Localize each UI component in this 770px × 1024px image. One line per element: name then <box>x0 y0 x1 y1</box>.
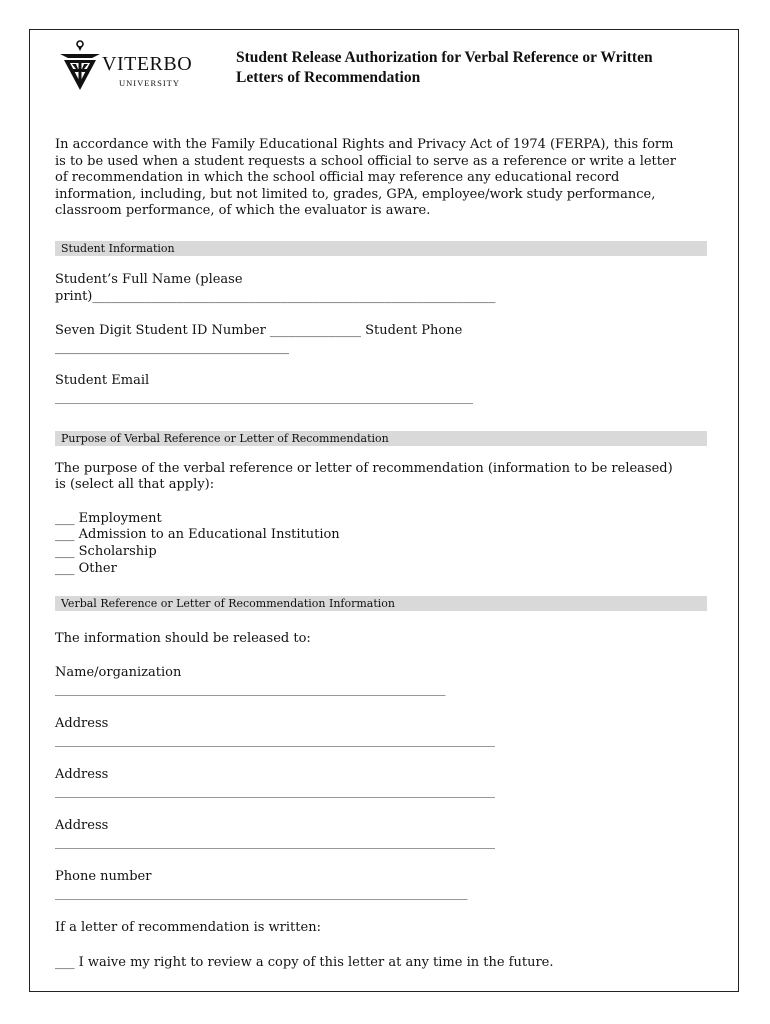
page-title <box>236 48 726 88</box>
purpose-text-line-2: is (select all that apply): <box>55 477 215 492</box>
letter-written-label: If a letter of recommendation is written: <box>55 920 321 935</box>
full-name-field[interactable]: print)______________________________________________________________ <box>55 289 496 304</box>
title-line-2: Letters of Recommendation <box>236 69 421 86</box>
student-email-label: Student Email <box>55 373 150 388</box>
option-admission[interactable]: ___ Admission to an Educational Institution <box>55 527 340 542</box>
option-employment[interactable]: ___ Employment <box>55 511 162 526</box>
ferpa-intro: In accordance with the Family Educational Rights and Privacy Act of 1974 (FERPA), this form is to be used when a student requests a school official to serve as a reference or write a letter of recommendation in which the school official may reference any educational record information, including, but not limited to, grades, GPA, employee/work study performance, classroom performance, of which the evaluator is aware. <box>55 137 676 219</box>
section-header-student-info: Student Information <box>55 241 707 256</box>
address-2-field[interactable]: ________________________________________________________________________________ <box>55 785 495 798</box>
student-phone-field[interactable]: ____________________________________ <box>55 340 289 355</box>
purpose-text-line-1: The purpose of the verbal reference or letter of recommendation (information to be released) <box>55 461 673 476</box>
title-line-1: Student Release Authorization for Verbal Reference or Written <box>236 49 653 66</box>
phone-number-label: Phone number <box>55 869 152 884</box>
address-1-label: Address <box>55 716 109 731</box>
address-2-label: Address <box>55 767 109 782</box>
student-email-field[interactable]: ____________________________________________________________________________ <box>55 391 473 404</box>
waiver-option[interactable]: ___ I waive my right to review a copy of this letter at any time in the future. <box>55 955 554 970</box>
student-id-phone-line[interactable]: Seven Digit Student ID Number ______________ Student Phone <box>55 323 463 338</box>
option-other[interactable]: ___ Other <box>55 561 117 576</box>
logo-name: VITERBO <box>102 53 193 75</box>
address-1-field[interactable]: ________________________________________________________________________________ <box>55 734 495 747</box>
viterbo-logo <box>58 38 208 98</box>
section-header-purpose: Purpose of Verbal Reference or Letter of Recommendation <box>55 431 707 446</box>
address-3-field[interactable]: ________________________________________________________________________________ <box>55 836 495 849</box>
section-header-release-info: Verbal Reference or Letter of Recommendation Information <box>55 596 707 611</box>
full-name-label: Student’s Full Name (please <box>55 272 243 287</box>
option-scholarship[interactable]: ___ Scholarship <box>55 544 157 559</box>
name-organization-field[interactable]: _______________________________________________________________________ <box>55 683 446 696</box>
name-organization-label: Name/organization <box>55 665 182 680</box>
viterbo-crest-icon <box>58 38 102 98</box>
released-to-label: The information should be released to: <box>55 631 311 646</box>
logo-subtitle: UNIVERSITY <box>119 78 180 88</box>
phone-number-field[interactable]: ___________________________________________________________________________ <box>55 887 468 900</box>
address-3-label: Address <box>55 818 109 833</box>
